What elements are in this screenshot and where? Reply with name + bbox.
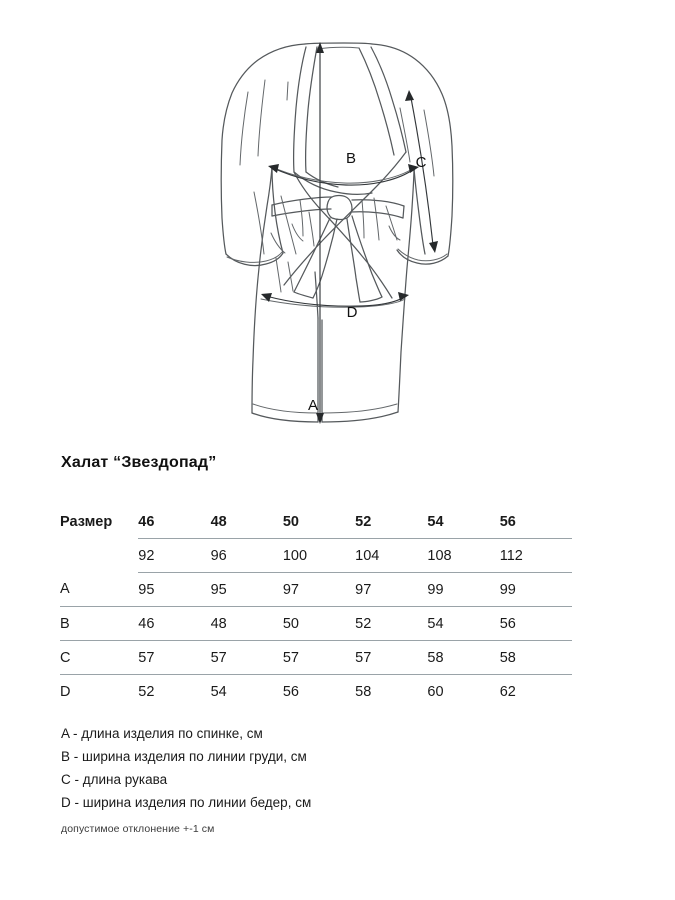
row-value: 54 — [210, 683, 227, 700]
table-header-row — [60, 505, 572, 539]
row-value: 60 — [427, 683, 444, 700]
header-cell-size-48: 48 — [211, 505, 283, 539]
row-value: 56 — [282, 683, 299, 700]
measurement-legend — [61, 722, 311, 814]
row-label: B — [60, 607, 138, 641]
header-cell-size-46: 46 — [138, 505, 210, 539]
header-cell-size-56: 56 — [500, 505, 572, 539]
row-value: 57 — [355, 641, 427, 675]
row-label: D — [60, 683, 71, 700]
row-value: 52 — [355, 607, 427, 641]
header-cell-size-52: 52 — [355, 505, 427, 539]
row-value: 56 — [500, 607, 572, 641]
robe-illustration — [0, 0, 675, 445]
row-value: 95 — [211, 573, 283, 607]
table-row — [60, 573, 572, 607]
page-title: Халат “Звездопад” — [61, 454, 217, 471]
header-cell-size-54: 54 — [427, 505, 499, 539]
row-value: 95 — [138, 573, 210, 607]
row-value: 108 — [427, 539, 499, 573]
row-value: 46 — [138, 607, 210, 641]
row-value: 58 — [355, 683, 372, 700]
header-cell-label: Размер — [60, 513, 113, 530]
row-value: 50 — [283, 607, 355, 641]
row-value: 97 — [283, 573, 355, 607]
row-value: 112 — [500, 539, 572, 573]
row-value: 104 — [355, 539, 427, 573]
table-row — [60, 539, 572, 573]
table-row — [60, 607, 572, 641]
header-cell-size-50: 50 — [283, 505, 355, 539]
row-value: 100 — [283, 539, 355, 573]
row-value: 57 — [211, 641, 283, 675]
row-value: 96 — [211, 539, 283, 573]
measure-b-label: B — [345, 150, 357, 167]
legend-item-a: A - длина изделия по спинке, см — [61, 726, 263, 741]
measure-c-label: C — [415, 154, 427, 171]
tolerance-footnote: допустимое отклонение +-1 см — [61, 823, 215, 835]
row-value: 52 — [138, 683, 155, 700]
row-value: 92 — [138, 539, 210, 573]
row-label: A — [60, 573, 138, 607]
row-value: 99 — [500, 573, 572, 607]
measure-a-label: A — [307, 397, 319, 414]
robe-body-outline — [221, 43, 453, 422]
row-value: 58 — [427, 641, 499, 675]
row-value: 54 — [427, 607, 499, 641]
legend-item-b: B - ширина изделия по линии груди, см — [61, 749, 307, 764]
row-label — [60, 539, 138, 573]
row-value: 57 — [283, 641, 355, 675]
row-value: 62 — [499, 683, 516, 700]
row-value: 57 — [138, 641, 210, 675]
row-label: C — [60, 641, 138, 675]
row-value: 58 — [500, 641, 572, 675]
row-value: 99 — [427, 573, 499, 607]
legend-item-c: C - длина рукава — [61, 772, 168, 787]
measure-d — [261, 292, 409, 321]
robe-technical-drawing-svg — [0, 0, 675, 445]
table-row — [60, 641, 572, 675]
row-value: 97 — [355, 573, 427, 607]
measure-b — [268, 150, 419, 185]
legend-item-d: D - ширина изделия по линии бедер, см — [61, 795, 312, 810]
row-value: 48 — [211, 607, 283, 641]
size-chart-table — [60, 505, 572, 708]
table-row — [60, 675, 572, 709]
measure-d-label: D — [346, 304, 358, 321]
